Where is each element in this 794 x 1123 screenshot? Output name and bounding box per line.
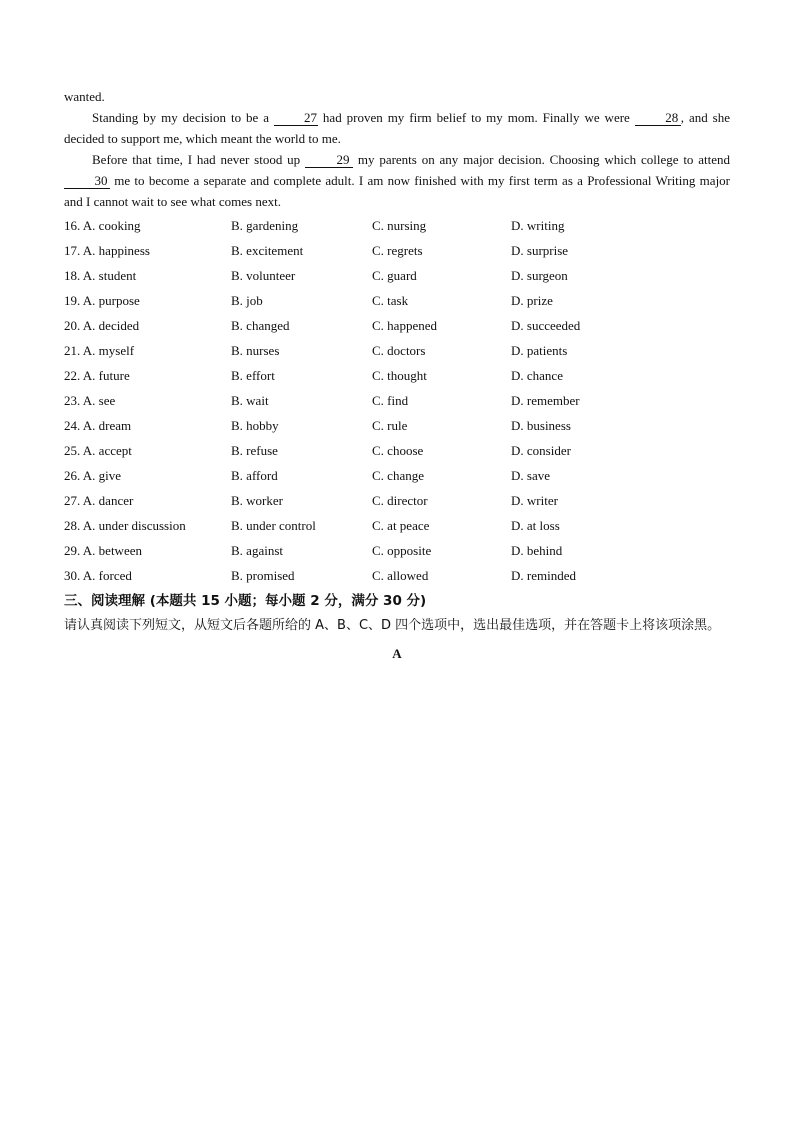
option-d[interactable]: D. at loss [511,518,560,533]
option-d[interactable]: D. behind [511,543,563,558]
question-row-30 [64,563,730,588]
passage-paragraph-1 [64,107,730,149]
option-b[interactable]: B. effort [231,368,275,383]
option-d[interactable]: D. consider [511,443,571,458]
paragraph-text: had proven my firm belief to my mom. Finally we were [322,110,630,125]
question-row-27 [64,488,730,513]
option-a[interactable]: 27. A. dancer [64,493,134,508]
option-b[interactable]: B. promised [231,568,295,583]
question-row-19 [64,288,730,313]
option-d[interactable]: D. save [511,468,550,483]
option-c[interactable]: C. happened [372,318,437,333]
paragraph-text: Before that time, I had never stood up [92,152,301,167]
option-d[interactable]: D. prize [511,293,553,308]
option-b[interactable]: B. hobby [231,418,279,433]
option-a[interactable]: 24. A. dream [64,418,132,433]
option-a[interactable]: 17. A. happiness [64,243,150,258]
question-row-17 [64,238,730,263]
question-row-18 [64,263,730,288]
option-d[interactable]: D. writing [511,218,565,233]
question-row-20 [64,313,730,338]
option-d[interactable]: D. patients [511,343,568,358]
option-d[interactable]: D. writer [511,493,558,508]
option-d[interactable]: D. chance [511,368,563,383]
option-d[interactable]: D. surgeon [511,268,568,283]
option-a[interactable]: 28. A. under discussion [64,518,186,533]
option-a[interactable]: 23. A. see [64,393,116,408]
option-b[interactable]: B. wait [231,393,269,408]
blank-28[interactable]: 28 [635,111,681,126]
passage-line-wanted: wanted. [64,89,105,104]
section-instruction: 请认真阅读下列短文，从短文后各题所给的 A、B、C、D 四个选项中，选出最佳选项，并在答题卡上将该项涂黑。 [64,618,721,633]
option-a[interactable]: 16. A. cooking [64,218,141,233]
paragraph-text: , and she decided to support me, which meant the world to me. [64,110,731,146]
option-b[interactable]: B. gardening [231,218,299,233]
option-c[interactable]: C. thought [372,368,427,383]
option-a[interactable]: 25. A. accept [64,443,132,458]
question-row-25 [64,438,730,463]
blank-29[interactable]: 29 [305,153,353,168]
option-c[interactable]: C. regrets [372,243,423,258]
option-b[interactable]: B. worker [231,493,283,508]
option-c[interactable]: C. opposite [372,543,432,558]
option-c[interactable]: C. nursing [372,218,427,233]
option-b[interactable]: B. job [231,293,263,308]
option-a[interactable]: 20. A. decided [64,318,140,333]
option-c[interactable]: C. find [372,393,409,408]
document-page [64,86,730,664]
option-b[interactable]: B. excitement [231,243,304,258]
paragraph-text: Standing by my decision to be a [92,110,270,125]
option-a[interactable]: 18. A. student [64,268,137,283]
question-row-22 [64,363,730,388]
section-heading: 三、阅读理解 (本题共 15 小题；每小题 2 分，满分 30 分) [64,593,427,609]
option-c[interactable]: C. task [372,293,409,308]
question-row-28 [64,513,730,538]
option-a[interactable]: 22. A. future [64,368,130,383]
paragraph-text: my parents on any major decision. Choosing which college to attend [357,152,731,167]
option-b[interactable]: B. afford [231,468,278,483]
option-a[interactable]: 26. A. give [64,468,122,483]
option-b[interactable]: B. changed [231,318,290,333]
question-row-21 [64,338,730,363]
paragraph-text: me to become a separate and complete adult. I am now finished with my first term as a Professional Writing major and I cannot wait to see what comes next. [64,173,731,209]
option-a[interactable]: 29. A. between [64,543,142,558]
question-row-23 [64,388,730,413]
option-b[interactable]: B. under control [231,518,316,533]
question-options-list [64,213,730,588]
option-c[interactable]: C. allowed [372,568,429,583]
option-d[interactable]: D. reminded [511,568,576,583]
passage-label: A [392,646,402,661]
option-d[interactable]: D. succeeded [511,318,581,333]
option-a[interactable]: 21. A. myself [64,343,135,358]
option-c[interactable]: C. doctors [372,343,426,358]
option-b[interactable]: B. against [231,543,283,558]
option-a[interactable]: 19. A. purpose [64,293,140,308]
option-c[interactable]: C. guard [372,268,417,283]
passage-paragraph-2 [64,149,730,212]
question-row-16 [64,213,730,238]
option-c[interactable]: C. at peace [372,518,430,533]
option-c[interactable]: C. rule [372,418,408,433]
option-a[interactable]: 30. A. forced [64,568,132,583]
blank-27[interactable]: 27 [274,111,318,126]
option-d[interactable]: D. business [511,418,571,433]
option-c[interactable]: C. director [372,493,428,508]
option-b[interactable]: B. volunteer [231,268,296,283]
option-d[interactable]: D. surprise [511,243,569,258]
option-c[interactable]: C. choose [372,443,424,458]
option-c[interactable]: C. change [372,468,424,483]
blank-30[interactable]: 30 [64,174,110,189]
option-d[interactable]: D. remember [511,393,580,408]
option-b[interactable]: B. refuse [231,443,278,458]
option-b[interactable]: B. nurses [231,343,280,358]
question-row-29 [64,538,730,563]
question-row-26 [64,463,730,488]
question-row-24 [64,413,730,438]
